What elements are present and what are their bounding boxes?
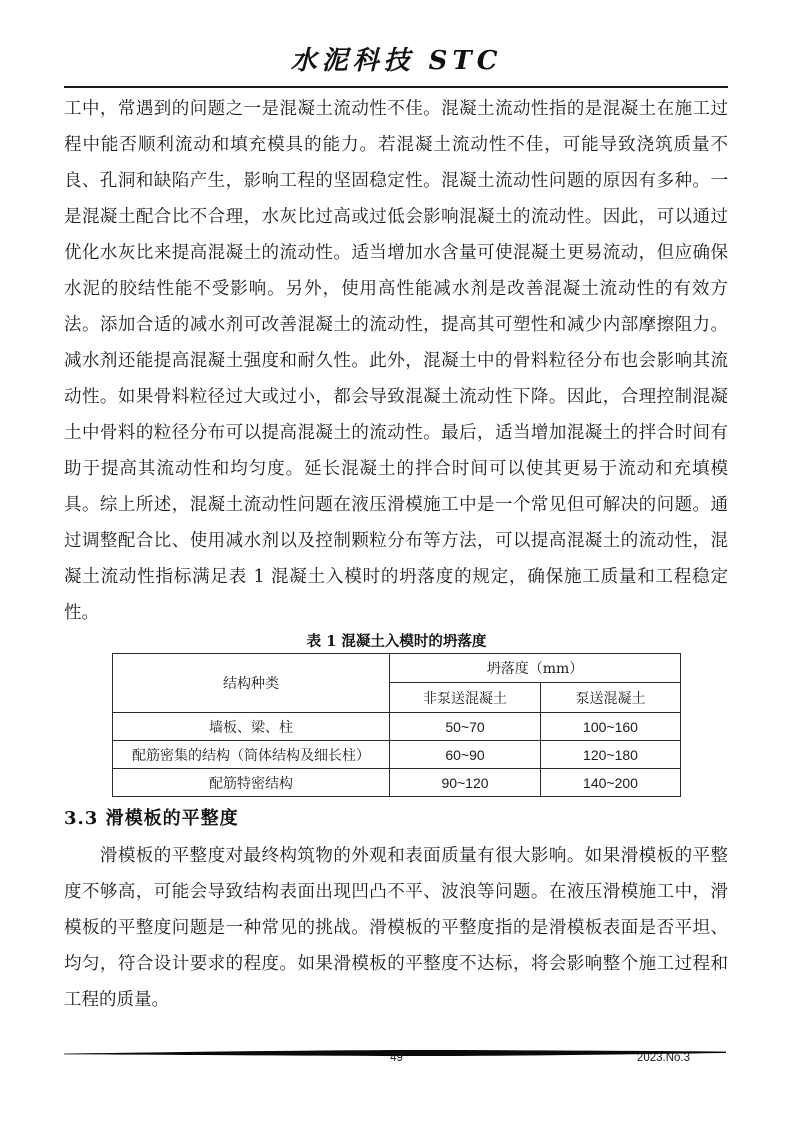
cell-pumped-value: 100~160: [541, 713, 681, 741]
slump-table: [112, 653, 681, 797]
cell-non-pumped-value: 50~70: [390, 713, 541, 741]
journal-title: 水泥科技 STC: [290, 46, 503, 76]
table-header-row-1: [113, 654, 681, 683]
paragraph-concrete-flowability: 工中，常遇到的问题之一是混凝土流动性不佳。混凝土流动性指的是混凝土在施工过程中能否顺利流动和填充模具的能力。若混凝土流动性不佳，可能导致浇筑质量不良、孔洞和缺陷产生，影响工程的坚固稳定性。混凝土流动性问题的原因有多种。一是混凝土配合比不合理，水灰比过高或过低会影响混凝土的流动性。因此，可以通过优化水灰比来提高混凝土的流动性。适当增加水含量可使混凝土更易流动，但应确保水泥的胶结性能不受影响。另外，使用高性能减水剂是改善混凝土流动性的有效方法。添加合适的减水剂可改善混凝土的流动性，提高其可塑性和减少内部摩擦阻力。减水剂还能提高混凝土强度和耐久性。此外，混凝土中的骨料粒径分布也会影响其流动性。如果骨料粒径过大或过小，都会导致混凝土流动性下降。因此，合理控制混凝土中骨料的粒径分布可以提高混凝土的流动性。最后，适当增加混凝土的拌合时间有助于提高其流动性和均匀度。延长混凝土的拌合时间可以使其更易于流动和充填模具。综上所述，混凝土流动性问题在液压滑模施工中是一个常见但可解决的问题。通过调整配合比、使用减水剂以及控制颗粒分布等方法，可以提高混凝土的流动性，混凝土流动性指标满足表 1 混凝土入模时的坍落度的规定，确保施工质量和工程稳定性。: [64, 99, 728, 623]
cell-structure: 配筋特密结构: [113, 769, 390, 797]
page-number: 49: [390, 1052, 403, 1064]
cell-non-pumped-value: 90~120: [390, 769, 541, 797]
table-row: [113, 741, 681, 769]
section-heading-3-3: 3.3 滑模板的平整度: [64, 808, 239, 829]
cell-pumped-value: 140~200: [541, 769, 681, 797]
table-header-non-pumped: 非泵送混凝土: [390, 683, 541, 713]
cell-structure: 墙板、梁、柱: [113, 713, 390, 741]
cell-pumped-value: 120~180: [541, 741, 681, 769]
cell-structure: 配筋密集的结构（筒体结构及细长柱）: [113, 741, 390, 769]
table-row: [113, 713, 681, 741]
table-caption: 表 1 混凝土入模时的坍落度: [306, 633, 487, 650]
paragraph-formwork-flatness: 滑模板的平整度对最终构筑物的外观和表面质量有很大影响。如果滑模板的平整度不够高，可能会导致结构表面出现凹凸不平、波浪等问题。在液压滑模施工中，滑模板的平整度问题是一种常见的挑战。滑模板的平整度指的是滑模板表面是否平坦、均匀，符合设计要求的程度。如果滑模板的平整度不达标，将会影响整个施工过程和工程的质量。: [64, 846, 728, 1010]
table-header-pumped: 泵送混凝土: [541, 683, 681, 713]
issue-number: 2023.No.3: [636, 1052, 690, 1064]
table-row: [113, 769, 681, 797]
table-header-slump-group: 坍落度（mm）: [390, 654, 681, 683]
cell-non-pumped-value: 60~90: [390, 741, 541, 769]
footer-rule: [64, 1043, 726, 1052]
header-rule: [64, 86, 728, 88]
table-header-structure-type: 结构种类: [113, 654, 390, 713]
